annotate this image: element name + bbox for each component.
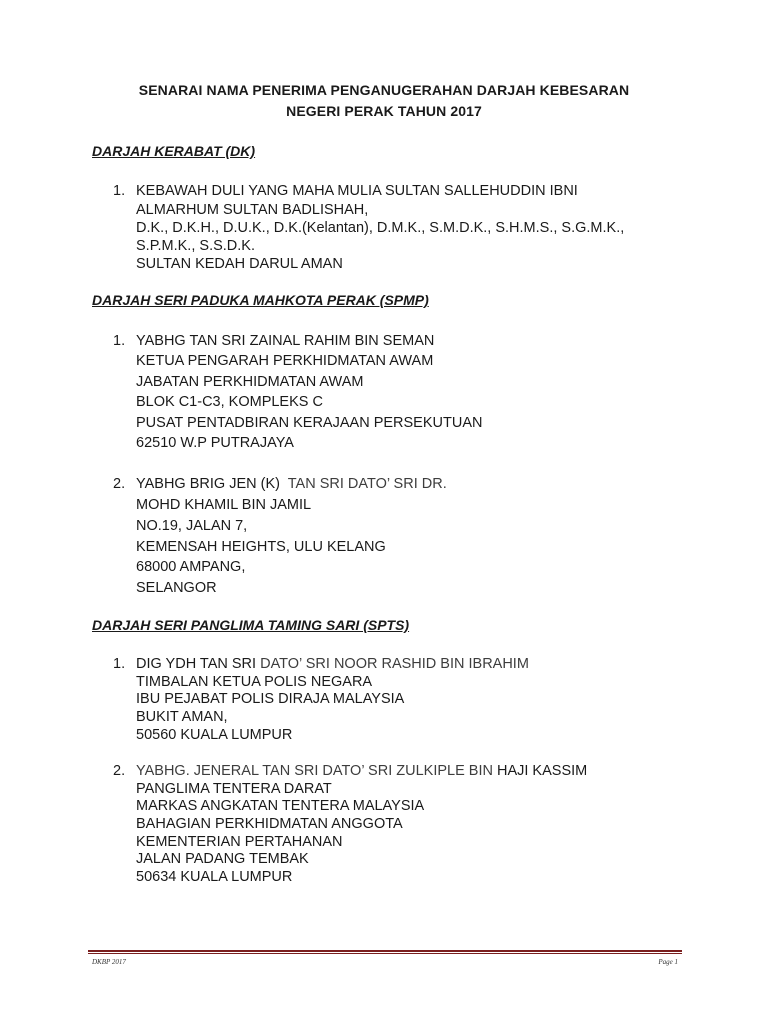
section-heading-spmp: DARJAH SERI PADUKA MAHKOTA PERAK (SPMP) — [92, 292, 429, 308]
entry-line: D.K., D.K.H., D.U.K., D.K.(Kelantan), D.M.K., S.M.D.K., S.H.M.S., S.G.M.K., — [136, 220, 625, 236]
entry-line: JABATAN PERKHIDMATAN AWAM — [136, 374, 364, 390]
entry-line: IBU PEJABAT POLIS DIRAJA MALAYSIA — [136, 691, 405, 707]
entry-line: 68000 AMPANG, — [136, 559, 246, 575]
entry-number: 2. — [113, 763, 126, 779]
footer-left-label: DKBP 2017 — [92, 958, 126, 966]
entry-line: S.P.M.K., S.S.D.K. — [136, 238, 255, 254]
entry-line: PUSAT PENTADBIRAN KERAJAAN PERSEKUTUAN — [136, 415, 483, 431]
entry-line: BLOK C1-C3, KOMPLEKS C — [136, 394, 323, 410]
entry-line-part: DIG YDH TAN SRI — [136, 656, 257, 672]
entry-line: SULTAN KEDAH DARUL AMAN — [136, 256, 343, 272]
entry-line: KEMENTERIAN PERTAHANAN — [136, 834, 343, 850]
entry-line: SELANGOR — [136, 580, 217, 596]
entry-line: 62510 W.P PUTRAJAYA — [136, 435, 294, 451]
entry-line: 50634 KUALA LUMPUR — [136, 869, 293, 885]
entry-number: 1. — [113, 656, 126, 672]
entry-line: YABHG TAN SRI ZAINAL RAHIM BIN SEMAN — [136, 333, 435, 349]
entry-line: TIMBALAN KETUA POLIS NEGARA — [136, 674, 373, 690]
entry-line: NO.19, JALAN 7, — [136, 518, 248, 534]
document-title-line-2: NEGERI PERAK TAHUN 2017 — [286, 103, 482, 119]
entry-line: BUKIT AMAN, — [136, 709, 228, 725]
entry-line-part: YABHG. JENERAL TAN SRI DATO’ SRI ZULKIPLE BIN — [136, 763, 493, 779]
entry-line: KEMENSAH HEIGHTS, ULU KELANG — [136, 539, 386, 555]
footer-divider — [88, 950, 682, 954]
entry-line-part: TAN SRI DATO’ SRI DR. — [287, 476, 447, 492]
entry-line: BAHAGIAN PERKHIDMATAN ANGGOTA — [136, 816, 403, 832]
entry-line: ALMARHUM SULTAN BADLISHAH, — [136, 202, 369, 218]
entry-line — [136, 656, 529, 672]
entry-line: MOHD KHAMIL BIN JAMIL — [136, 497, 312, 513]
section-heading-dk: DARJAH KERABAT (DK) — [92, 143, 256, 159]
entry-line: JALAN PADANG TEMBAK — [136, 851, 309, 867]
entry-line — [136, 763, 587, 779]
entry-line: KEBAWAH DULI YANG MAHA MULIA SULTAN SALLEHUDDIN IBNI — [136, 183, 578, 199]
entry-number: 2. — [113, 476, 126, 492]
entry-line-part: DATO’ SRI NOOR RASHID BIN IBRAHIM — [260, 656, 529, 672]
document-title-line-1: SENARAI NAMA PENERIMA PENGANUGERAHAN DARJAH KEBESARAN — [138, 82, 630, 98]
entry-line-part: HAJI KASSIM — [496, 763, 588, 779]
entry-line: 50560 KUALA LUMPUR — [136, 727, 293, 743]
entry-number: 1. — [113, 333, 126, 349]
entry-line: MARKAS ANGKATAN TENTERA MALAYSIA — [136, 798, 425, 814]
entry-line-part: YABHG BRIG JEN (K) — [136, 476, 280, 492]
entry-line: PANGLIMA TENTERA DARAT — [136, 781, 332, 797]
entry-line — [136, 476, 447, 492]
entry-line: KETUA PENGARAH PERKHIDMATAN AWAM — [136, 353, 434, 369]
page-number: Page 1 — [658, 958, 678, 966]
section-heading-spts: DARJAH SERI PANGLIMA TAMING SARI (SPTS) — [92, 617, 410, 633]
entry-number: 1. — [113, 183, 126, 199]
